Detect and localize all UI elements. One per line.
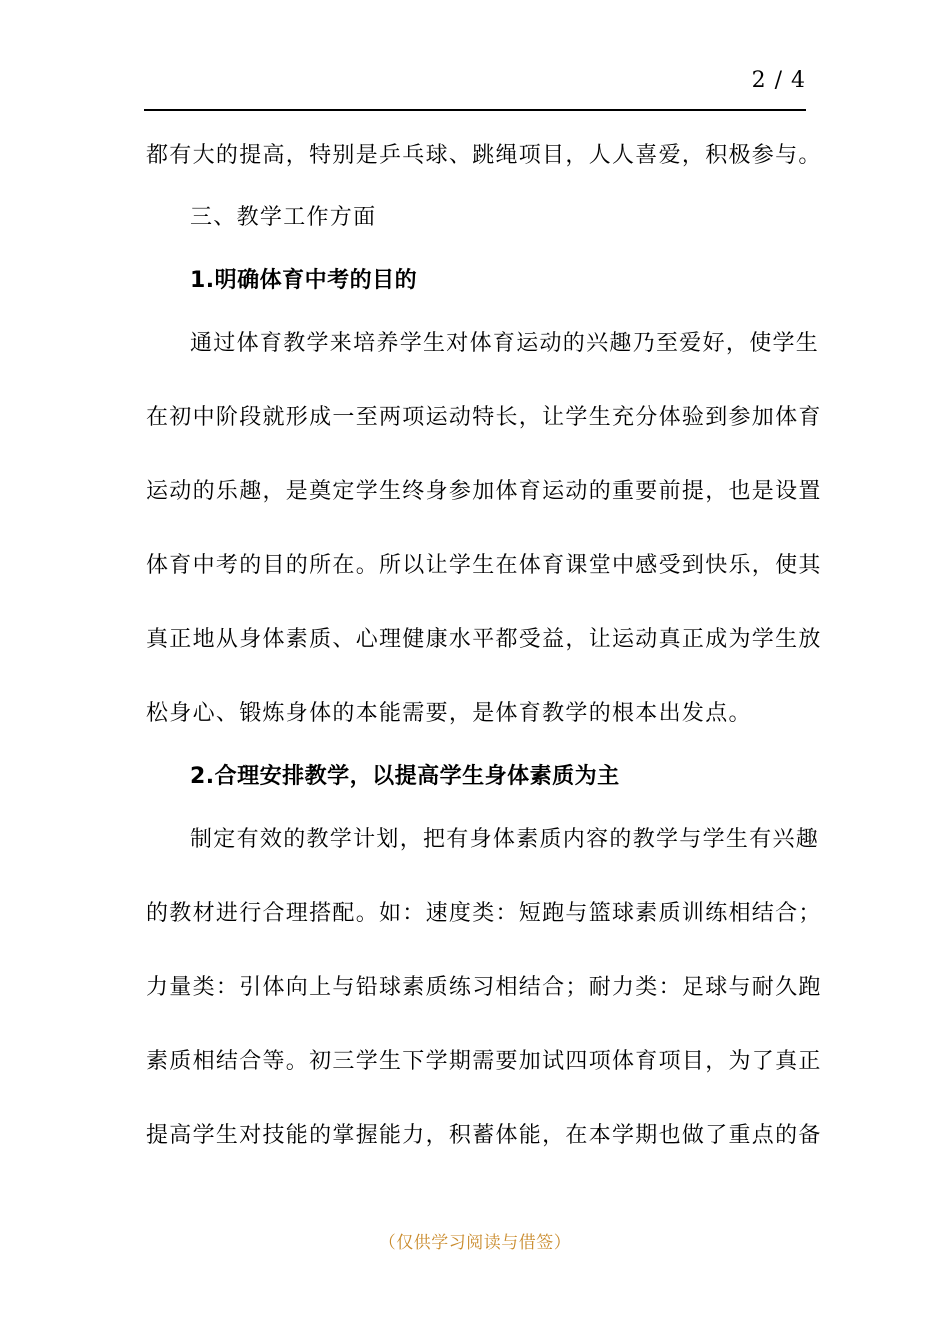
paragraph-2-line: 力量类：引体向上与铅球素质练习相结合；耐力类：足球与耐久跑 <box>146 975 822 1000</box>
paragraph-2-line: 提高学生对技能的掌握能力，积蓄体能，在本学期也做了重点的备 <box>146 1123 822 1148</box>
subsection-title-1: 1.明确体育中考的目的 <box>190 268 418 293</box>
paragraph-2-line: 素质相结合等。初三学生下学期需要加试四项体育项目，为了真正 <box>146 1049 822 1074</box>
page-number: 2 / 4 <box>751 68 806 93</box>
header-rule <box>144 109 806 111</box>
paragraph-1-line: 真正地从身体素质、心理健康水平都受益，让运动真正成为学生放 <box>146 627 822 652</box>
paragraph-2-line: 制定有效的教学计划，把有身体素质内容的教学与学生有兴趣 <box>190 827 820 852</box>
paragraph-1-line: 通过体育教学来培养学生对体育运动的兴趣乃至爱好，使学生 <box>190 331 820 356</box>
paragraph-1-line: 在初中阶段就形成一至两项运动特长，让学生充分体验到参加体育 <box>146 405 822 430</box>
section-title: 三、教学工作方面 <box>190 205 377 230</box>
paragraph-1-line: 运动的乐趣，是奠定学生终身参加体育运动的重要前提，也是设置 <box>146 479 822 504</box>
paragraph-1-line: 体育中考的目的所在。所以让学生在体育课堂中感受到快乐，使其 <box>146 553 822 578</box>
footer-note: （仅供学习阅读与借签） <box>378 1233 572 1253</box>
paragraph-2-line: 的教材进行合理搭配。如：速度类：短跑与篮球素质训练相结合； <box>146 901 822 926</box>
continuation-line: 都有大的提高，特别是乒乓球、跳绳项目，人人喜爱，积极参与。 <box>146 143 822 168</box>
subsection-title-2: 2.合理安排教学，以提高学生身体素质为主 <box>190 764 620 789</box>
paragraph-1-line: 松身心、锻炼身体的本能需要，是体育教学的根本出发点。 <box>146 701 752 726</box>
